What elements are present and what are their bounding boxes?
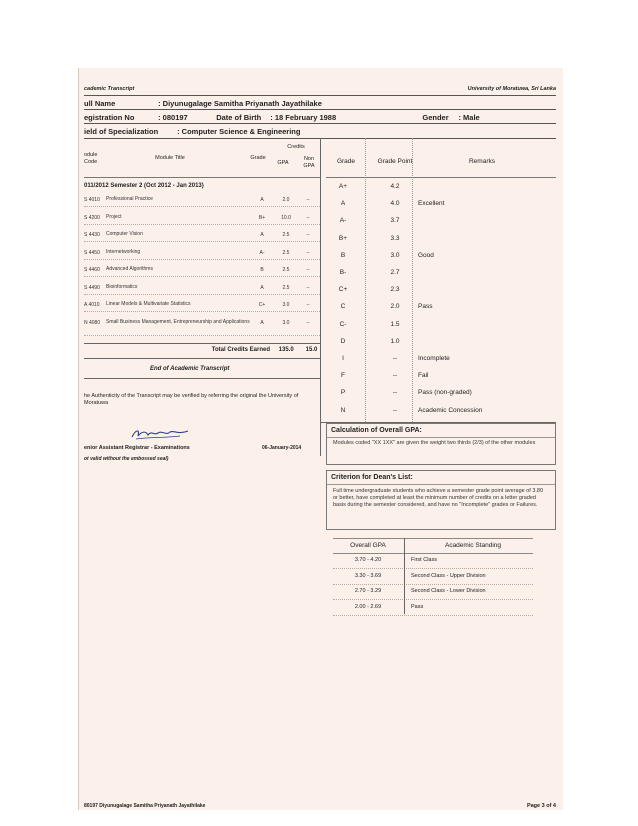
- module-title: Internetworking: [106, 248, 141, 255]
- module-gpa-credits: 2.5: [282, 267, 290, 273]
- module-grade: A: [260, 319, 264, 326]
- grade-remark: Fail: [418, 372, 429, 380]
- grade-remark: Incomplete: [418, 355, 450, 362]
- module-code: S 4200: [84, 214, 100, 221]
- rule: [84, 109, 556, 110]
- module-code: S 4460: [84, 267, 100, 273]
- remarks-col-header: Remarks: [468, 158, 495, 165]
- academic-standing: Pass: [411, 603, 424, 610]
- total-credits-label: Total Credits Earned: [211, 347, 270, 353]
- module-gpa-credits: 2.5: [282, 284, 290, 291]
- dob-value: : 18 February 1988: [270, 113, 337, 122]
- registrar-signature: [130, 427, 190, 441]
- grade-letter: B: [340, 251, 346, 259]
- gender-label: Gender: [422, 113, 449, 122]
- grade-letter: A: [340, 200, 346, 208]
- full-name-value: : Diyunugalage Samitha Priyanath Jayathilake: [158, 99, 322, 108]
- semester-heading: 011/2012 Semester 2 (Oct 2012 - Jan 2013): [84, 183, 204, 189]
- credits-header: Credits: [287, 144, 305, 150]
- gpa-range: 2.00 - 2.69: [354, 603, 382, 610]
- overall-gpa-text: Modules coded "XX 1XX" are given the weight two thirds (2/3) of the other modules: [333, 440, 536, 446]
- grade-row: [326, 283, 556, 297]
- module-grade: A: [260, 232, 264, 238]
- module-non-gpa-credits: --: [306, 232, 310, 238]
- rule: [326, 177, 556, 178]
- module-non-gpa-credits: --: [306, 214, 310, 221]
- module-gpa-credits: 10.0: [281, 214, 291, 221]
- rule: [327, 437, 555, 438]
- module-non-gpa-credits: --: [306, 249, 310, 256]
- module-title: Professional Practice: [106, 196, 153, 202]
- standing-row: [333, 569, 533, 585]
- grade-letter: C: [340, 303, 346, 311]
- grade-point: 4.2: [390, 183, 400, 190]
- module-code: N 4080: [84, 319, 101, 326]
- module-row: [84, 212, 320, 225]
- grade-point: 3.3: [390, 234, 400, 242]
- gpa-range: 3.70 - 4.20: [354, 557, 382, 563]
- grade-row: [326, 232, 556, 246]
- grade-row: [326, 404, 556, 418]
- module-row: [84, 229, 320, 242]
- module-non-gpa-credits: --: [306, 302, 310, 308]
- specialization-value: : Computer Science & Engineering: [177, 127, 301, 136]
- module-non-gpa-credits: --: [306, 267, 310, 273]
- non-gpa-header: Non GPA: [303, 156, 315, 169]
- full-name-label: ull Name: [84, 99, 116, 108]
- rule: [84, 177, 320, 178]
- module-non-gpa-credits: --: [306, 197, 310, 203]
- total-gpa-credits: 135.0: [278, 347, 294, 353]
- grade-letter: B-: [339, 269, 347, 276]
- module-grade: B: [260, 267, 264, 273]
- module-row: [84, 299, 320, 312]
- module-row: [84, 247, 320, 260]
- grade-point: --: [392, 389, 398, 397]
- column-divider: [404, 538, 405, 614]
- grade-letter: C+: [338, 286, 348, 294]
- module-code: A 4010: [84, 302, 100, 308]
- module-title: Linear Models & Multivariate Statistics: [106, 301, 191, 307]
- module-title-header: Module Title: [155, 155, 185, 161]
- module-row: [84, 317, 320, 336]
- full-name-row: [84, 99, 322, 108]
- rule: [84, 343, 320, 344]
- module-grade: A: [260, 197, 264, 203]
- gpa-header: GPA: [277, 160, 289, 166]
- grade-remark: Good: [418, 251, 434, 259]
- registrar-title: enior Assistant Registrar - Examinations: [84, 445, 190, 451]
- grade-letter: B+: [338, 234, 348, 242]
- grade-row: [326, 197, 556, 211]
- module-non-gpa-credits: --: [306, 284, 310, 291]
- grade-header: Grade: [250, 155, 266, 161]
- module-title: Project: [106, 213, 122, 220]
- module-title: Computer Vision: [106, 231, 143, 237]
- module-row: [84, 264, 320, 277]
- module-gpa-credits: 2.5: [282, 249, 290, 256]
- university-name: University of Moratuwa, Sri Lanka: [467, 86, 556, 92]
- grade-row: [326, 300, 556, 314]
- grade-remark: Excellent: [418, 200, 445, 208]
- module-code: S 4430: [84, 232, 100, 238]
- gender-value: : Male: [458, 113, 480, 122]
- grade-col-header: Grade: [336, 158, 356, 165]
- grade-point: 3.0: [390, 251, 400, 259]
- grade-point: 2.7: [390, 269, 400, 276]
- overall-gpa-box: [326, 423, 556, 465]
- rule: [84, 95, 556, 96]
- module-code-header: odule Code: [84, 152, 98, 165]
- deans-list-box: [326, 470, 556, 530]
- grade-remark: Academic Concession: [418, 406, 483, 414]
- grade-letter: D: [340, 337, 346, 345]
- document-header-title: cademic Transcript: [84, 86, 135, 92]
- end-of-transcript: End of Academic Transcript: [150, 366, 230, 372]
- module-code: S 4490: [84, 284, 100, 291]
- grade-point-col-header: Grade Point: [377, 158, 413, 165]
- grade-row: [326, 369, 556, 383]
- module-non-gpa-credits: --: [306, 319, 310, 326]
- academic-standing-col-header: Academic Standing: [444, 542, 501, 549]
- grade-row: [326, 180, 556, 194]
- rule: [84, 358, 320, 359]
- module-code: S 4450: [84, 249, 100, 256]
- grade-point: 4.0: [390, 200, 400, 208]
- module-title: Small Business Management, Entrepreneurship and Applications: [106, 318, 250, 325]
- grade-point: 2.0: [390, 303, 400, 311]
- deans-list-text: Full time undergraduate students who achieve a semester grade point average of 3.80 or better, have completed at least the minimum number of credits on a letter graded basis during the semester considered, and have no "Incomplete" grades or Failures.: [333, 488, 544, 508]
- grade-letter: P: [340, 389, 346, 397]
- issue-date: 06-January-2014: [262, 445, 302, 451]
- standing-row: [333, 584, 533, 600]
- grade-point: --: [392, 406, 398, 414]
- standing-row: [333, 600, 533, 616]
- module-title: Advanced Algorithms: [106, 266, 153, 272]
- grade-row: [326, 352, 556, 366]
- column-divider: [365, 138, 366, 422]
- academic-standing: First Class: [411, 557, 437, 563]
- module-grade: C+: [258, 302, 266, 308]
- module-gpa-credits: 3.0: [282, 319, 290, 326]
- authenticity-note: he Authenticity of the Transcript may be verified by referring the original the University of Moratuwa: [84, 393, 299, 406]
- module-gpa-credits: 3.0: [282, 302, 290, 308]
- grade-letter: I: [342, 355, 344, 362]
- page-number: Page 3 of 4: [526, 803, 556, 809]
- overall-gpa-title: Calculation of Overall GPA:: [331, 427, 422, 434]
- grade-point: 3.7: [390, 217, 400, 225]
- module-code: S 4010: [84, 197, 100, 203]
- dob-label: Date of Birth: [216, 113, 262, 122]
- grade-point: 2.3: [390, 286, 400, 294]
- grade-row: [326, 318, 556, 332]
- standing-table-header: [333, 538, 533, 554]
- deans-list-title: Criterion for Dean's List:: [331, 474, 413, 481]
- grade-row: [326, 249, 556, 263]
- column-divider: [412, 138, 413, 422]
- overall-gpa-col-header: Overall GPA: [350, 542, 386, 549]
- column-divider: [320, 138, 321, 456]
- seal-note: ot valid without the embossed seal): [84, 456, 169, 462]
- grade-row: [326, 335, 556, 349]
- grade-letter: A+: [338, 183, 348, 190]
- gpa-range: 3.30 - 3.69: [354, 572, 382, 579]
- gpa-range: 2.70 - 3.29: [354, 588, 382, 594]
- standing-row: [333, 553, 533, 569]
- footer-student: 80197 Diyunugalage Samitha Priyanath Jayathilake: [84, 803, 206, 809]
- total-credits: [160, 347, 317, 353]
- module-grade: A: [260, 284, 264, 291]
- grade-letter: C-: [339, 320, 347, 328]
- academic-standing: Second Class - Lower Division: [411, 588, 486, 594]
- specialization-row: [84, 127, 300, 136]
- grade-row: [326, 386, 556, 400]
- rule: [84, 378, 320, 379]
- registration-value: : 080197: [158, 113, 188, 122]
- registration-row: [84, 113, 480, 122]
- grade-remark: Pass (non-graded): [418, 389, 472, 397]
- grade-point: 1.5: [390, 320, 400, 328]
- module-gpa-credits: 2.5: [282, 232, 290, 238]
- grade-point: 1.0: [390, 337, 400, 345]
- grade-point: --: [392, 355, 398, 362]
- module-row: [84, 194, 320, 207]
- registration-label: egistration No: [84, 113, 135, 122]
- total-non-gpa-credits: 15.0: [305, 347, 318, 353]
- grade-row: [326, 214, 556, 228]
- rule: [327, 484, 555, 485]
- grade-letter: N: [340, 406, 346, 414]
- grade-point: --: [392, 372, 398, 380]
- grade-letter: A-: [339, 217, 347, 225]
- grade-remark: Pass: [418, 303, 433, 311]
- module-grade: A-: [259, 249, 265, 256]
- grade-row: [326, 266, 556, 280]
- academic-standing: Second Class - Upper Division: [411, 572, 486, 579]
- module-grade: B+: [258, 214, 266, 221]
- rule: [84, 123, 556, 124]
- module-row: [84, 282, 320, 295]
- module-title: Bioinformatics: [106, 283, 138, 290]
- grade-letter: F: [341, 372, 345, 380]
- specialization-label: ield of Specialization: [84, 127, 159, 136]
- module-gpa-credits: 2.0: [282, 197, 290, 203]
